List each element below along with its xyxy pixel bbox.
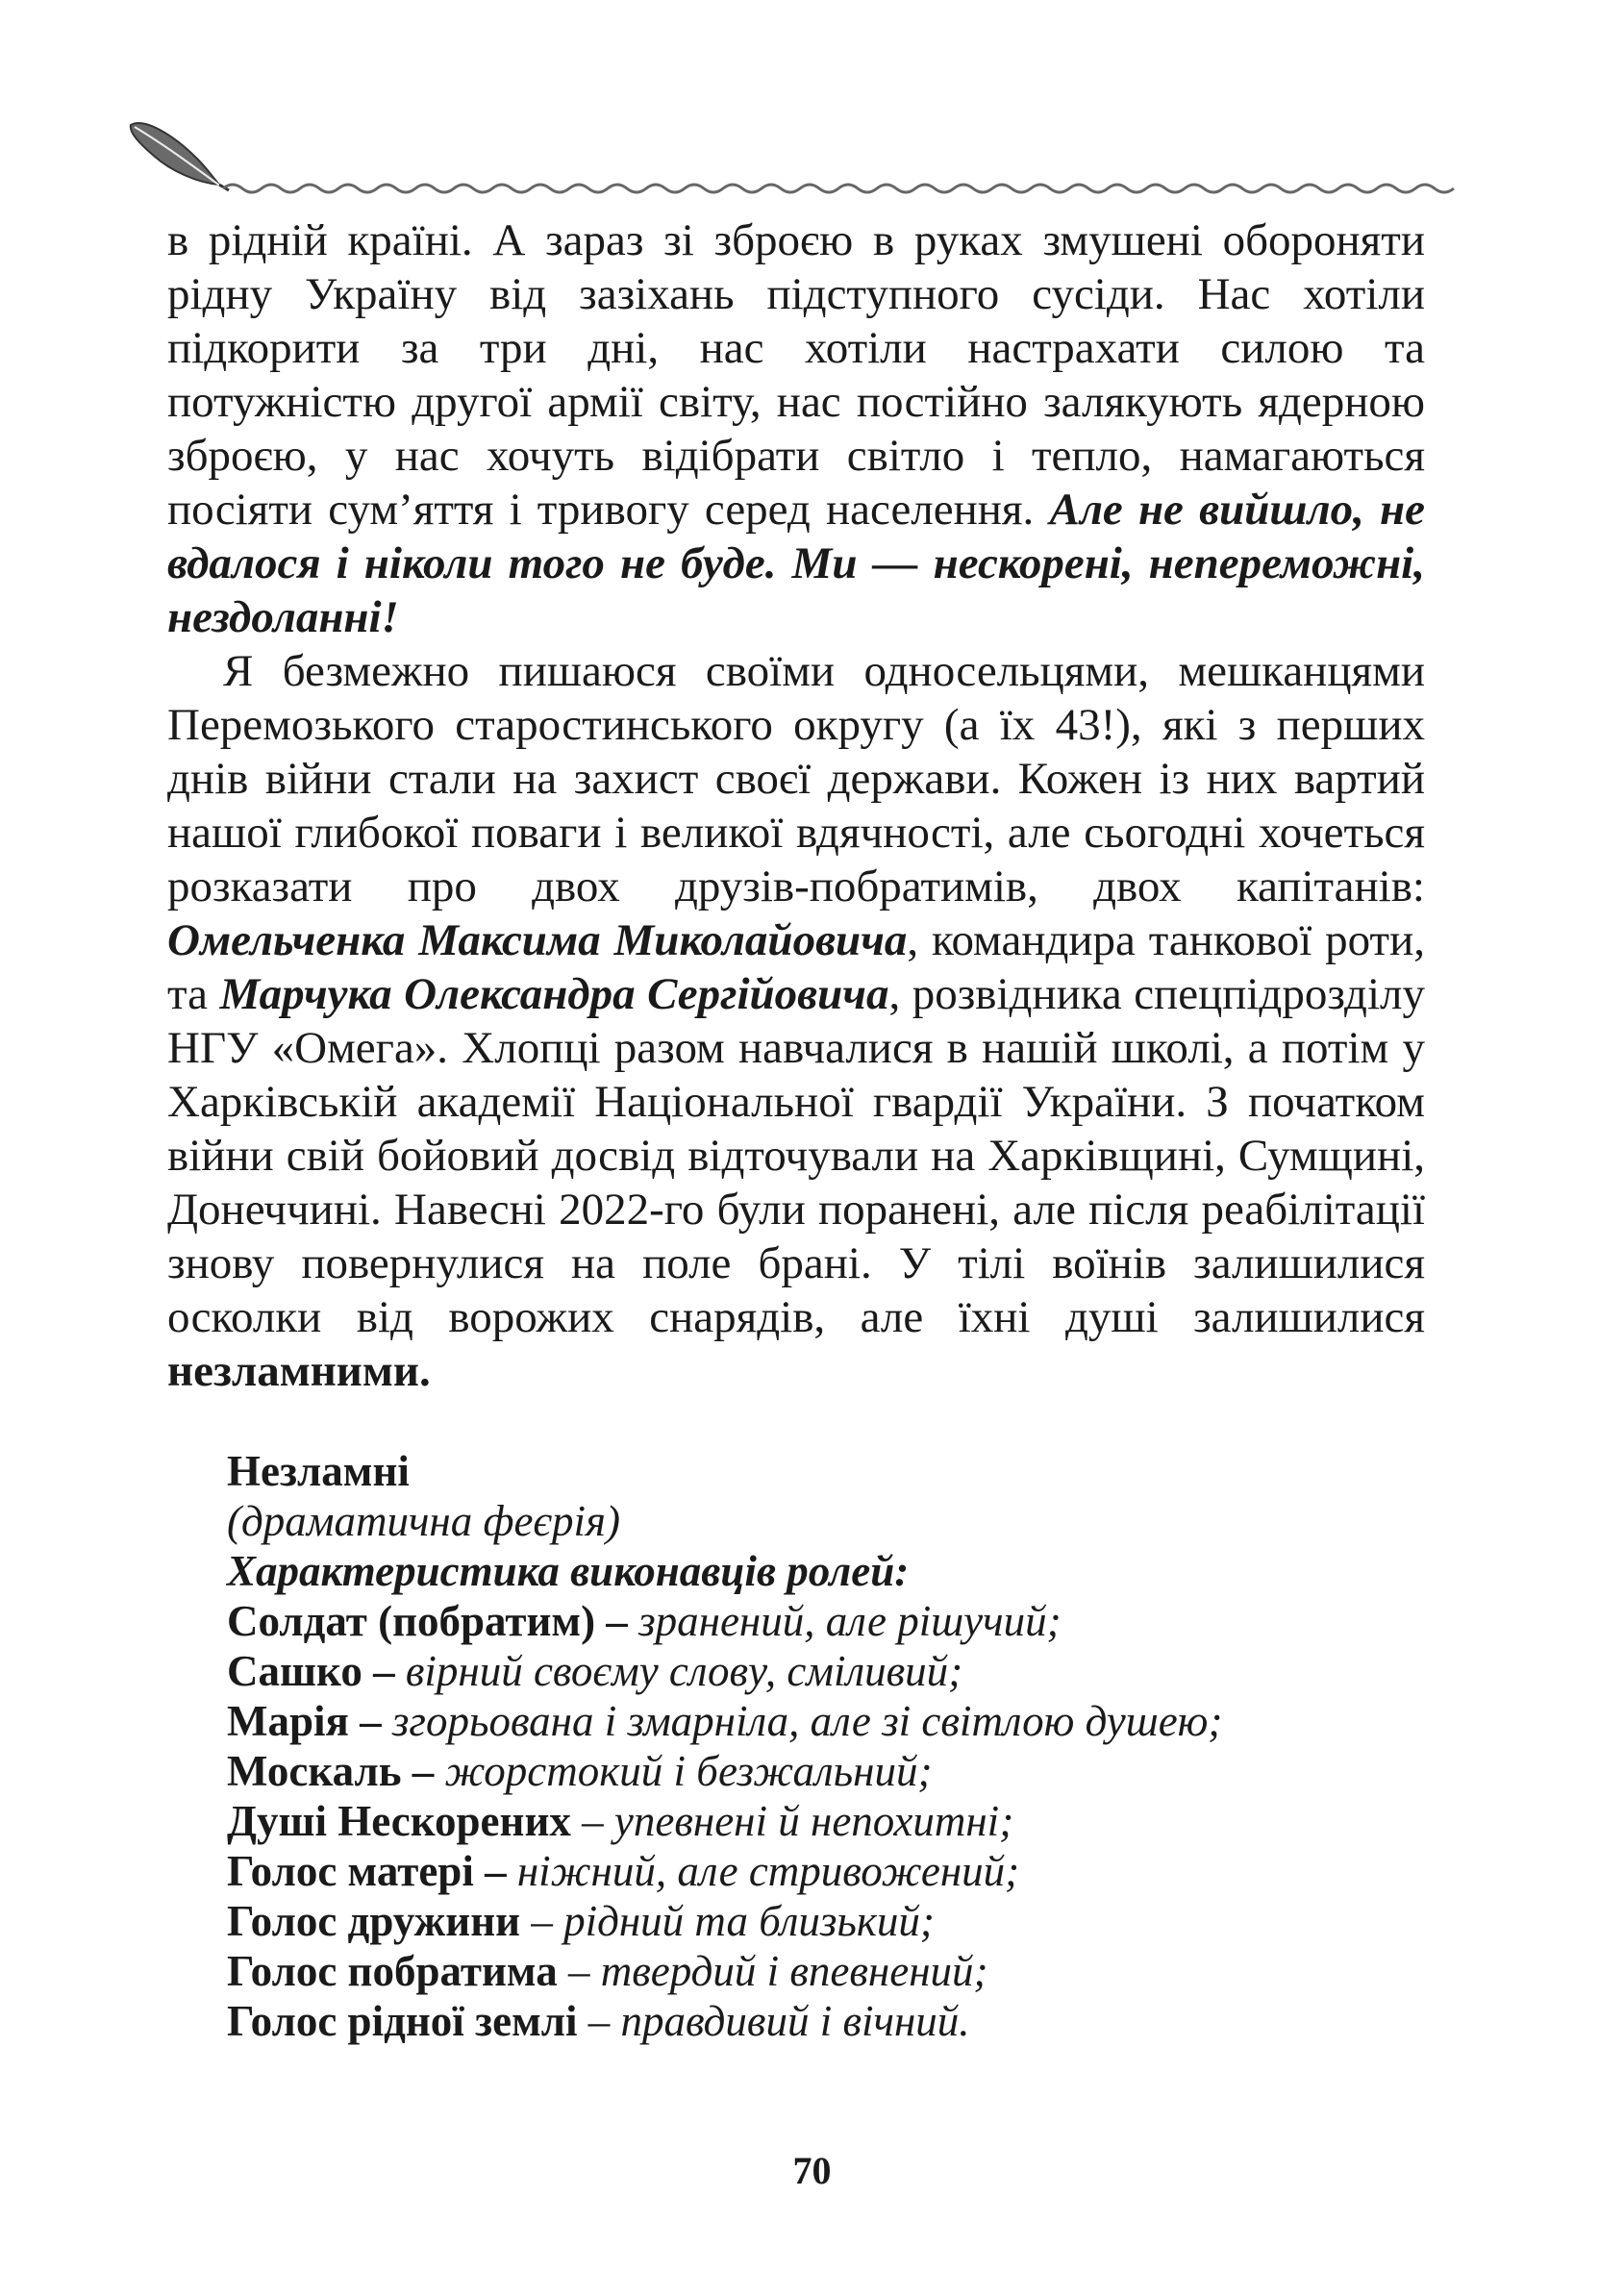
cast-description: – твердий і впевнений; [557,1947,988,1995]
cast-role: Голос побратима [227,1947,558,1995]
cast-role: Солдат (побратим) – [227,1597,628,1645]
cast-item [227,1946,1429,1996]
cast-role: Марія – [227,1697,382,1745]
cast-item [227,1996,1429,2046]
cast-role: Голос рідної землі [227,1997,578,2045]
name-omelchenko: Омельченка Максима Миколайовича [167,915,908,965]
cast-description: вірний своєму слову, сміливий; [394,1647,963,1695]
paragraph-1 [167,213,1425,644]
emphasis-statement: Але не вийшло, не вдалося і ніколи того не буде. Ми — нескорені, непереможні, нездоланні! [167,485,1425,642]
paragraph-2-text-c: , розвідника спецпідрозділу НГУ «Омега». Хлопці разом навчалися в нашій школі, а потім у Харківській академії Національної гвардії України. З початком війни свій бойовий досвід відточували на Харківщині, Сумщині, Донеччині. Навесні 2022-го були поранені, але після реабілітації знову повернулися на поле брані. У тілі воїнів залишилися осколки від ворожих снарядів, але їхні душі залишилися [167,969,1425,1342]
cast-item [227,1796,1429,1846]
paragraph-2-text-a: Я безмежно пишаюся своїми односельцями, мешканцями Перемозького старостинського округу (а їх 43!), які з перших днів війни стали на захист своєї держави. Кожен із них вартий нашої глибокої поваги і великої вдячності, але сьогодні хочеться розказати про двох друзів-побратимів, двох капітанів: [167,646,1425,911]
cast-role: Голос матері – [227,1847,507,1895]
cast-description: зранений, але рішучий; [627,1597,1062,1645]
paragraph-1-text: в рідній країні. А зараз зі зброєю в руках змушені обороняти рідну Україну від зазіхань підступного сусіди. Нас хотіли підкорити за три дні, нас хотіли настрахати силою та потужністю другої армії світу, нас постійно залякують ядерною зброєю, у нас хочуть відібрати світло і тепло, намагаються посіяти сум’яття і тривогу серед населення. [167,215,1425,535]
cast-role: Голос дружини [227,1897,521,1945]
cast-description: жорстокий і безжальний; [434,1747,933,1795]
bold-word: незламними. [167,1346,431,1396]
header-ornament [0,0,1624,221]
play-section [227,1446,1429,2046]
cast-role: Москаль – [227,1747,435,1795]
cast-item [227,1596,1429,1646]
cast-role: Душі Нескорених [227,1797,571,1845]
cast-header: Характеристика виконавців ролей: [227,1547,910,1595]
body-text [167,213,1425,1398]
play-genre: (драматична феєрія) [227,1497,620,1545]
cast-description: – рідний та близький; [520,1897,935,1945]
cast-description: – правдивий і вічний. [577,1997,970,2045]
page-number: 70 [792,2149,832,2192]
feather-icon [131,123,229,190]
paragraph-2-text-b: , командира танкової роти, та [167,915,1425,1019]
paragraph-2 [167,644,1425,1398]
cast-item [227,1896,1429,1946]
cast-description: ніжний, але стривожений; [506,1847,1020,1895]
cast-description: – упевнені й непохитні; [570,1797,1014,1845]
cast-item [227,1746,1429,1796]
cast-role: Сашко – [227,1647,395,1695]
cast-item [227,1646,1429,1696]
cast-item [227,1846,1429,1896]
cast-description: згорьована і змарніла, але зі світлою душею; [381,1697,1223,1745]
cast-item [227,1696,1429,1746]
name-marchuk: Марчука Олександра Сергійовича [219,969,889,1019]
wavy-divider [223,185,1454,192]
play-title: Незламні [227,1447,410,1495]
